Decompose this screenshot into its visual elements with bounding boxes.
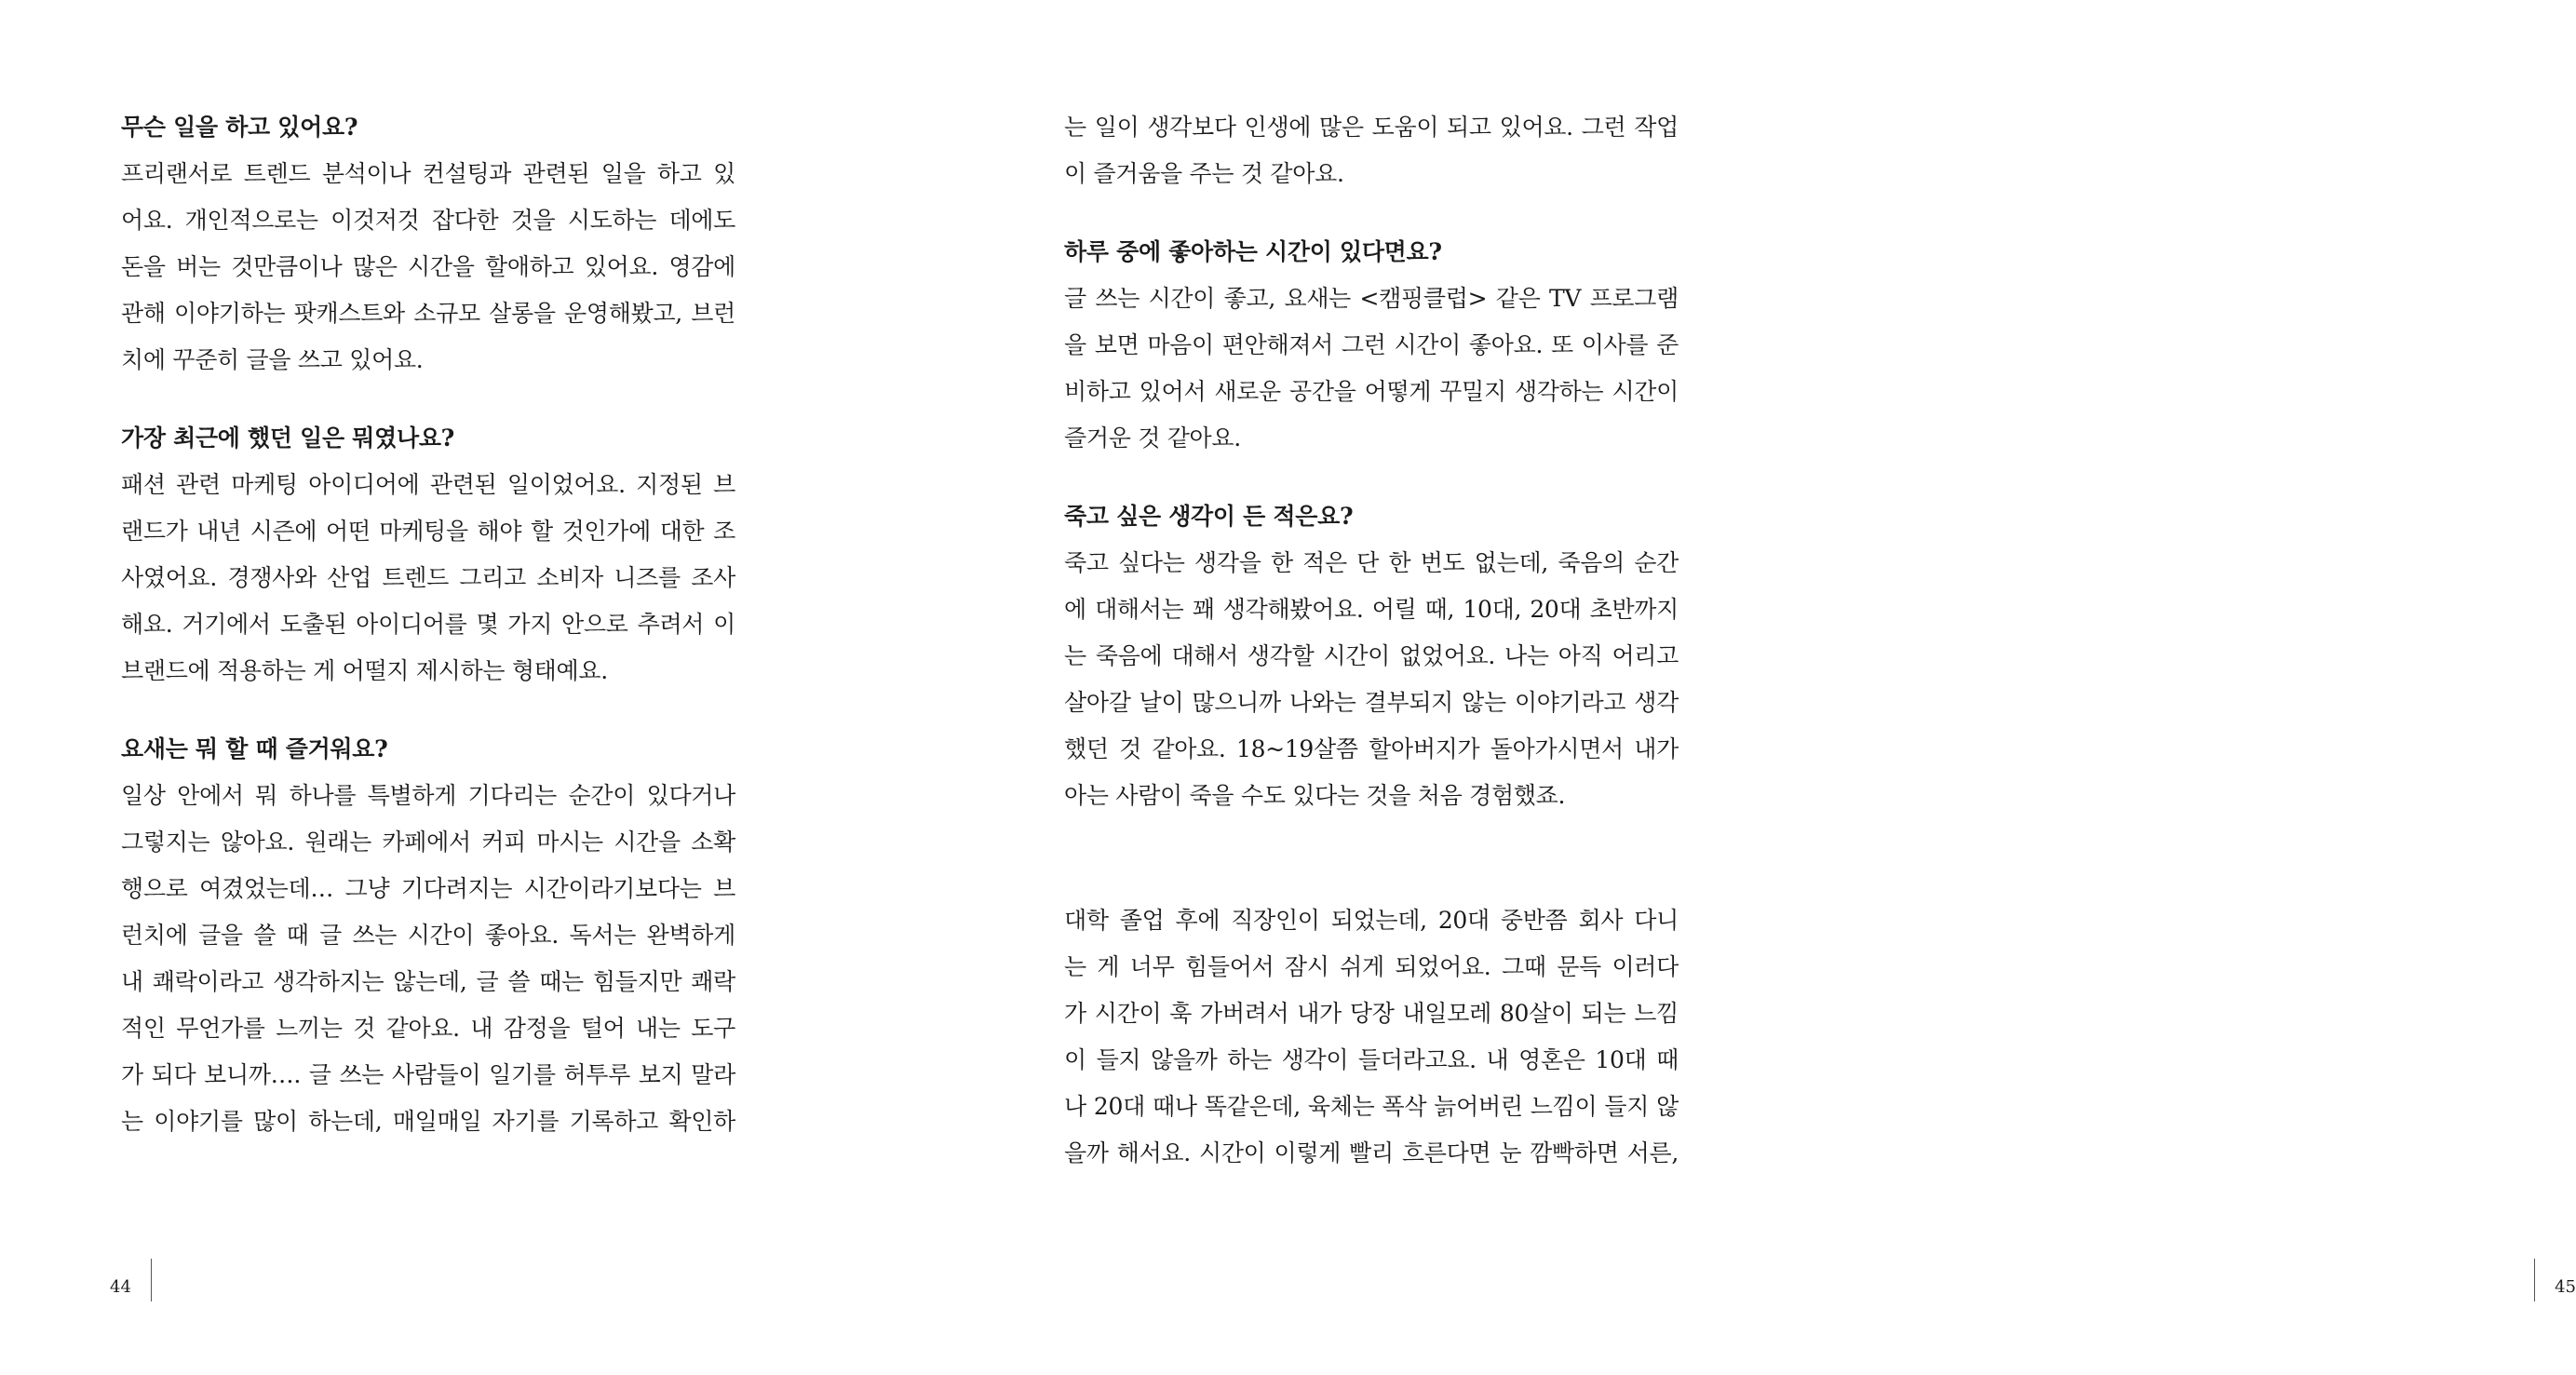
body-text-line: 을까 해서요. 시간이 이렇게 빨리 흐른다면 눈 깜빡하면 서른, <box>1064 1139 1679 1166</box>
body-text-line: 치에 꾸준히 글을 쓰고 있어요. <box>121 346 424 373</box>
body-text-line: 이 들지 않을까 하는 생각이 들더라고요. 내 영혼은 10대 때 <box>1064 1046 1679 1073</box>
body-text-line: 런치에 글을 쓸 때 글 쓰는 시간이 좋아요. 독서는 완벽하게 <box>121 922 735 949</box>
right-page <box>894 0 2576 1375</box>
body-text-line: 어요. 개인적으로는 이것저것 잡다한 것을 시도하는 데에도 <box>121 207 735 234</box>
body-text-line: 아는 사람이 죽을 수도 있다는 것을 처음 경험했죠. <box>1064 782 1566 809</box>
body-text-line: 했던 것 같아요. 18~19살쯤 할아버지가 돌아가시면서 내가 <box>1064 735 1679 762</box>
body-text-line: 일상 안에서 뭐 하나를 특별하게 기다리는 순간이 있다거나 <box>121 782 735 809</box>
body-text-line: 가 되다 보니까…. 글 쓰는 사람들이 일기를 허투루 보지 말라 <box>121 1061 735 1088</box>
body-text-line: 즐거운 것 같아요. <box>1064 425 1241 452</box>
body-text-line: 는 일이 생각보다 인생에 많은 도움이 되고 있어요. 그런 작업 <box>1064 114 1679 141</box>
section-spacer <box>1064 462 1679 493</box>
right-page-number <box>2534 1259 2576 1301</box>
question-heading: 요새는 뭐 할 때 즐거워요? <box>121 735 388 762</box>
body-text-line: 는 게 너무 힘들어서 잠시 쉬게 되었어요. 그때 문득 이러다 <box>1064 953 1679 980</box>
body-text-line: 내 쾌락이라고 생각하지는 않는데, 글 쓸 때는 힘들지만 쾌락 <box>121 968 735 995</box>
body-text-line: 에 대해서는 꽤 생각해봤어요. 어릴 때, 10대, 20대 초반까지 <box>1064 596 1679 623</box>
body-text-line: 행으로 여겼었는데… 그냥 기다려지는 시간이라기보다는 브 <box>121 875 735 902</box>
page-number-45: 45 <box>2555 1277 2576 1297</box>
body-text-line: 랜드가 내년 시즌에 어떤 마케팅을 해야 할 것인가에 대한 조 <box>121 518 735 545</box>
body-text-line: 대학 졸업 후에 직장인이 되었는데, 20대 중반쯤 회사 다니 <box>1064 907 1679 934</box>
body-text-line: 관해 이야기하는 팟캐스트와 소규모 살롱을 운영해봤고, 브런 <box>121 300 735 327</box>
body-text-line: 죽고 싶다는 생각을 한 적은 단 한 번도 없는데, 죽음의 순간 <box>1064 549 1679 576</box>
section-spacer <box>121 384 735 415</box>
body-text-line: 브랜드에 적용하는 게 어떨지 제시하는 형태예요. <box>121 657 608 684</box>
question-heading: 무슨 일을 하고 있어요? <box>121 114 358 141</box>
body-text-line: 해요. 거기에서 도출된 아이디어를 몇 가지 안으로 추려서 이 <box>121 611 735 638</box>
left-page-number <box>110 1259 152 1301</box>
body-text-line: 이 즐거움을 주는 것 같아요. <box>1064 160 1344 187</box>
body-text-line: 사였어요. 경쟁사와 산업 트렌드 그리고 소비자 니즈를 조사 <box>121 564 735 591</box>
body-text-line: 가 시간이 훅 가버려서 내가 당장 내일모레 80살이 되는 느낌 <box>1064 1000 1679 1027</box>
body-text-line: 비하고 있어서 새로운 공간을 어떻게 꾸밀지 생각하는 시간이 <box>1064 378 1679 405</box>
left-page <box>0 0 894 1375</box>
body-text-line: 을 보면 마음이 편안해져서 그런 시간이 좋아요. 또 이사를 준 <box>1064 331 1679 358</box>
page-number-44: 44 <box>110 1277 131 1297</box>
question-heading: 죽고 싶은 생각이 든 적은요? <box>1064 503 1354 530</box>
body-text-line: 그렇지는 않아요. 원래는 카페에서 커피 마시는 시간을 소확 <box>121 829 735 856</box>
body-text-line: 살아갈 날이 많으니까 나와는 결부되지 않는 이야기라고 생각 <box>1064 689 1679 716</box>
body-text-line: 는 죽음에 대해서 생각할 시간이 없었어요. 나는 아직 어리고 <box>1064 642 1679 669</box>
body-text-line: 는 이야기를 많이 하는데, 매일매일 자기를 기록하고 확인하 <box>121 1108 735 1135</box>
right-page-text-column <box>1064 104 1679 1177</box>
question-heading: 하루 중에 좋아하는 시간이 있다면요? <box>1064 238 1442 265</box>
body-text-line: 적인 무언가를 느끼는 것 같아요. 내 감정을 털어 내는 도구 <box>121 1015 735 1042</box>
body-text-line: 돈을 버는 것만큼이나 많은 시간을 할애하고 있어요. 영감에 <box>121 253 735 280</box>
body-text-line: 패션 관련 마케팅 아이디어에 관련된 일이었어요. 지정된 브 <box>121 471 735 498</box>
body-text-line: 프리랜서로 트렌드 분석이나 컨설팅과 관련된 일을 하고 있 <box>121 160 735 187</box>
question-heading: 가장 최근에 했던 일은 뭐였나요? <box>121 425 455 452</box>
body-text-line: 나 20대 때나 똑같은데, 육체는 폭삭 늙어버린 느낌이 들지 않 <box>1064 1093 1679 1120</box>
body-text-line: 글 쓰는 시간이 좋고, 요새는 <캠핑클럽> 같은 TV 프로그램 <box>1064 285 1679 312</box>
section-spacer <box>121 694 735 726</box>
section-spacer <box>1064 197 1679 229</box>
left-page-text-column <box>121 104 735 1145</box>
paragraph-spacer <box>1064 819 1679 897</box>
